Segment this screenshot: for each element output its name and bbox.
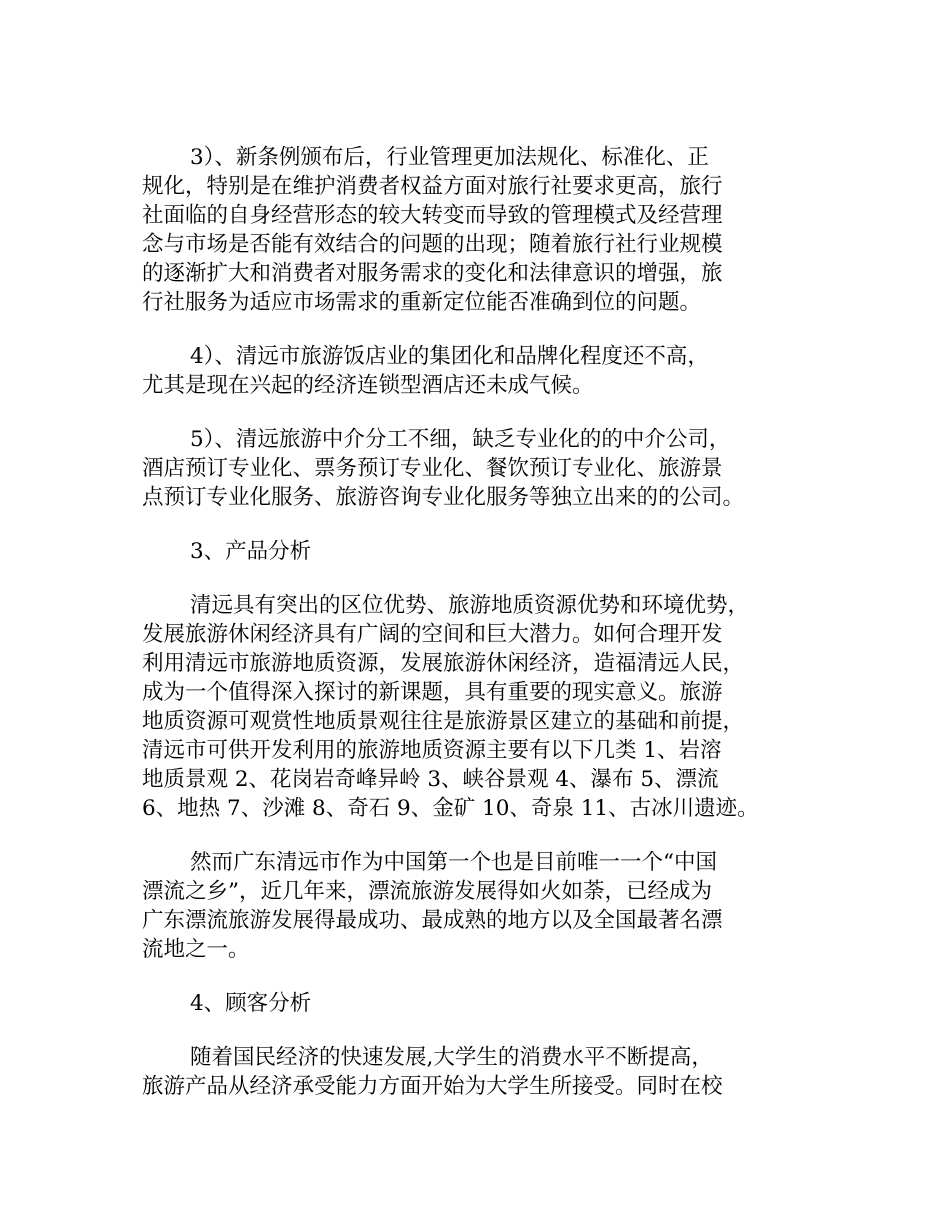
text-line: 利用清远市旅游地质资源，发展旅游休闲经济，造福清远人民， xyxy=(142,651,745,676)
text-line: 5）、清远旅游中介分工不细，缺乏专业化的的中介公司， xyxy=(190,427,731,452)
paragraph-rafting-hometown xyxy=(142,848,830,964)
text-line: 4）、清远市旅游饭店业的集团化和品牌化程度还不高， xyxy=(190,344,709,369)
paragraph-geological-resources xyxy=(142,591,830,823)
document-page xyxy=(142,143,830,1126)
text-line: 规化，特别是在维护消费者权益方面对旅行社要求更高，旅行 xyxy=(142,174,723,199)
section-heading-customer-analysis xyxy=(142,989,830,1018)
text-line: 6、地热 7、沙滩 8、奇石 9、金矿 10、奇泉 11、古冰川遗迹。 xyxy=(142,796,759,821)
paragraph-regulation-impact xyxy=(142,143,830,317)
text-line: 的逐渐扩大和消费者对服务需求的变化和法律意识的增强，旅 xyxy=(142,261,723,286)
text-line: 酒店预订专业化、票务预订专业化、餐饮预订专业化、旅游景 xyxy=(142,456,723,481)
text-line: 清远市可供开发利用的旅游地质资源主要有以下几类 1、岩溶 xyxy=(142,738,722,763)
text-line: 点预订专业化服务、旅游咨询专业化服务等独立出来的的公司。 xyxy=(142,485,745,510)
text-line: 尤其是现在兴起的经济连锁型酒店还未成气候。 xyxy=(142,373,594,398)
text-line: 行社服务为适应市场需求的重新定位能否准确到位的问题。 xyxy=(142,290,702,315)
paragraph-hotel-industry xyxy=(142,342,830,400)
text-line: 然而广东清远市作为中国第一个也是目前唯一一个“中国 xyxy=(190,850,717,875)
text-line: 社面临的自身经营形态的较大转变而导致的管理模式及经营理 xyxy=(142,203,723,228)
text-line: 成为一个值得深入探讨的新课题，具有重要的现实意义。旅游 xyxy=(142,680,723,705)
text-line: 流地之一。 xyxy=(142,937,250,962)
text-line: 清远具有突出的区位优势、旅游地质资源优势和环境优势， xyxy=(190,593,750,618)
heading-text: 3、产品分析 xyxy=(190,539,312,564)
text-line: 广东漂流旅游发展得最成功、最成熟的地方以及全国最著名漂 xyxy=(142,908,723,933)
text-line: 漂流之乡”，近几年来，漂流旅游发展得如火如荼，已经成为 xyxy=(142,879,712,904)
section-heading-product-analysis xyxy=(142,537,830,566)
heading-text: 4、顾客分析 xyxy=(190,991,312,1016)
text-line: 地质资源可观赏性地质景观往往是旅游景区建立的基础和前提， xyxy=(142,709,745,734)
paragraph-student-consumers xyxy=(142,1043,830,1101)
text-line: 3）、新条例颁布后，行业管理更加法规化、标准化、正 xyxy=(190,145,709,170)
text-line: 随着国民经济的快速发展,大学生的消费水平不断提高， xyxy=(190,1045,713,1070)
text-line: 旅游产品从经济承受能力方面开始为大学生所接受。同时在校 xyxy=(142,1074,723,1099)
text-line: 地质景观 2、花岗岩奇峰异岭 3、峡谷景观 4、瀑布 5、漂流 xyxy=(142,767,719,792)
text-line: 发展旅游休闲经济具有广阔的空间和巨大潜力。如何合理开发 xyxy=(142,622,723,647)
text-line: 念与市场是否能有效结合的问题的出现；随着旅行社行业规模 xyxy=(142,232,723,257)
paragraph-intermediary xyxy=(142,425,830,512)
